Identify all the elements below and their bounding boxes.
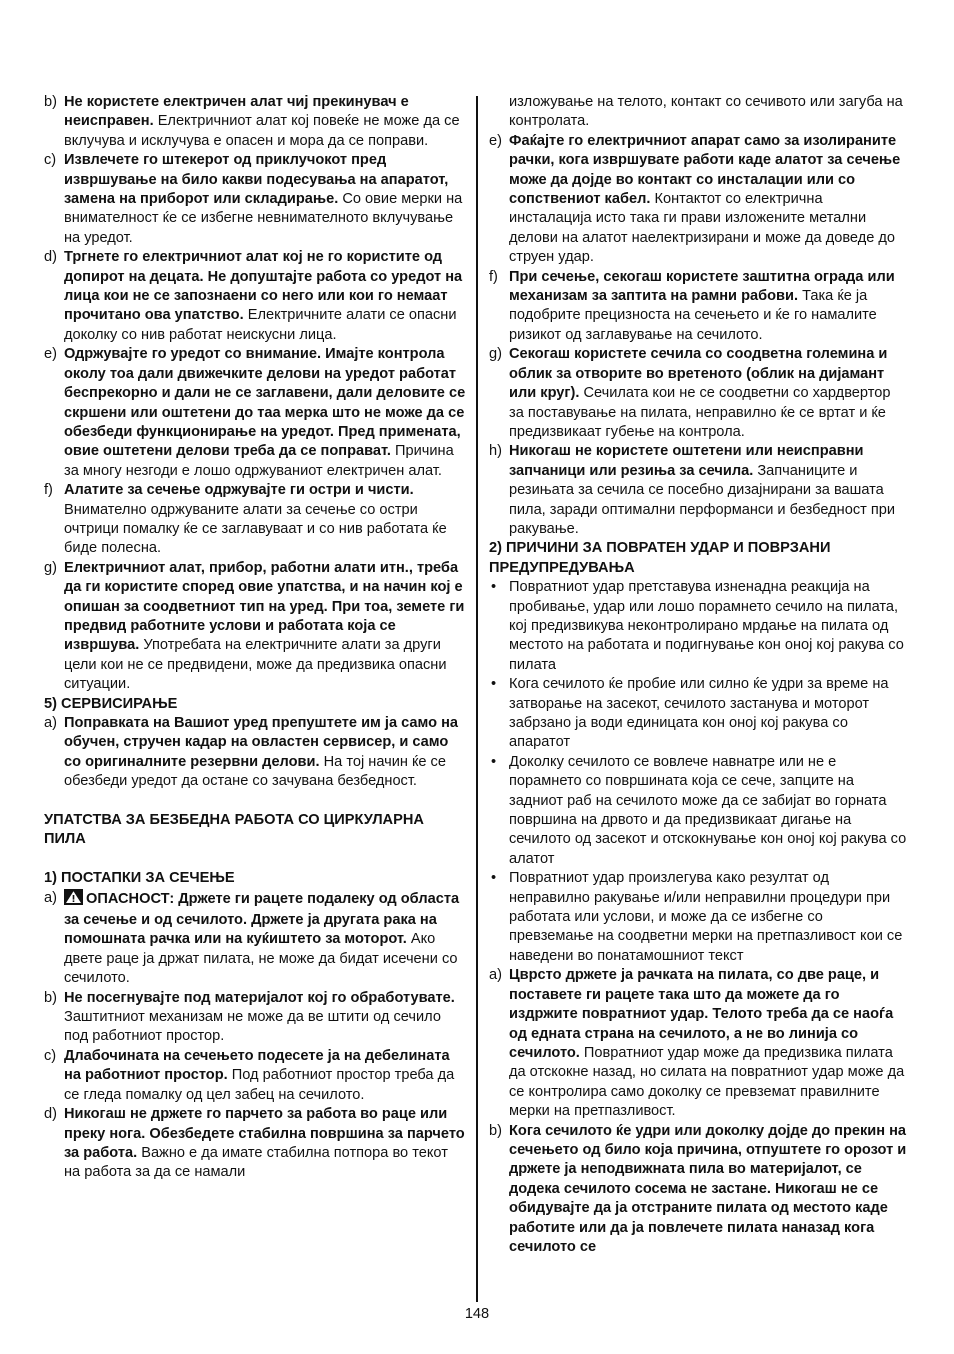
list-item-d: d) Тргнете го електричниот алат кој не го користите од допирот на децата. Не допуштајте работа со уредот на лица кои не се запознаени со него или кои го немаат прочитано ова упатство. Електричните алати се опасни доколку со нив работат неискусни лица.	[44, 249, 463, 343]
section-heading-kickback: 2) ПРИЧИНИ ЗА ПОВРАТЕН УДАР И ПОВРЗАНИ ПРЕДУПРЕДУВАЊА	[489, 540, 831, 576]
page-number: 148	[464, 1306, 490, 1322]
section-heading-cutting: 1) ПОСТАПКИ ЗА СЕЧЕЊЕ	[44, 870, 235, 887]
list-item-g: g) Електричниот алат, прибор, работни алати итн., треба да ги користите според овие упатства, и на начин кој е опишан за соодветниот тип на уред. При тоа, земете ги предвид работните услови и работата која се извршува. Употребата на електричните алати за други цели кои не се предвидени, може да предизвика опасни ситуации.	[44, 559, 465, 693]
section-heading-servicing: 5) СЕРВИСИРАЊЕ	[44, 695, 178, 712]
column-divider	[476, 96, 478, 1302]
continued-text: изложување на телото, контакт со сечивото или загуба на контролата.	[509, 94, 903, 130]
right-column	[489, 93, 909, 1257]
list-item-e: e) Одржувајте го уредот со внимание. Имајте контрола околу тоа дали движечките делови на уредот работат беспрекорно и дали не се заглавени, дали деловите се скршени или оштетени до таа мерка што не може да се обезбеди функционирање на уредот. Пред примената, овие оштетени делови треба да се поправат. Причина за многу незгоди е лошо одржуваниот електричен алат.	[44, 346, 466, 479]
list-item-b: b) Не користете електричен алат чиј прекинувач е неисправен. Електричниот алат кој повеќе не може да се вклучува и исклучува е опасен и мора да се поправи.	[44, 94, 460, 149]
list-item-c: c) Длабочината на сечењето подесете ја на дебелината на работниот простор. Под работниот простор треба да се гледа помалку од цел забец на сечилото.	[44, 1047, 455, 1103]
list-item-f: f) Алатите за сечење одржувајте ги остри и чисти. Внимателно одржуваните алати за сечење со остри очтрици помалку ќе се заглавуваат и со нив работата ќе биде полесна.	[44, 482, 447, 557]
bullet-item: • Повратниот удар произлегува како резултат од неправилно ракување и/или неправилни процедури при работата или услови, и може да се избегне со превземање на соодветни мерки на претпазливост кои се наведени во понатамошниот текст	[491, 870, 903, 964]
list-item-g: g) Секогаш користете сечила со соодветна големина и облик за отворите во вретеното (облик на дијамант или круг). Сечилата кои не се соодветни со хардвертор за поставување на пилата, неправилно ќе се вртат и ќе предизвикаат губење на контрола.	[489, 346, 891, 440]
list-item-e: e) Фаќајте го електричниот апарат само за изолираните рачки, кога извршувате работи каде алатот за сечење може да дојде во контакт со инсталации или со сопствениот кабел. Контактот со електрична инсталација исто така ги прави изложените метални делови на алатот наелектризирани и може да доведе до струен удар.	[489, 132, 901, 266]
left-column	[44, 93, 466, 1183]
list-item-f: f) При сечење, секогаш користете заштитна ограда или механизам за заптита на рамни рабови. Така ќе ја подобрите прецизноста на сечењето и ќе го намалите ризикот од заглавување на сечилото.	[489, 268, 895, 343]
list-item-b: b) Кога сечилото ќе удри или доколку дојде до прекин на сечењето од било која причина, отпуштете го орозот и држете ја неподвижната пила во материјалот, се додека сечилото сосема не застане. Никогаш не се обидувајте да ја отстраните пилата од местото каде работите или да ја повлечете пилата наназад кога сечилото се	[489, 1122, 907, 1255]
bullet-item: • Доколку сечилото се вовлече навнатре или не е порамнето со површината која се сече, запците на задниот раб на сечилото може да се забијат во горната површина на дрвото и да предизвикаат дигање на сечилото од засекот и отскокнување кон оној кој ракува со алатот	[491, 753, 907, 867]
list-item-c: c) Извлечете го штекерот од приклучокот пред извршување на било какви подесувања на апаратот, замена на приборот или складирање. Со овие мерки на внимателност ќе се избегне невнимателното вклучување на уредот.	[44, 152, 463, 246]
list-item-d: d) Никогаш не држете го парчето за работа во раце или преку нога. Обезбедете стабилна површина за парчето за работа. Важно е да имате стабилна потпора во текот на работа за да се намали	[44, 1106, 465, 1181]
list-item-h: h) Никогаш не користете оштетени или неисправни запчаници или резиња за сечила. Запчаниците и резињата за сечила се посебно дизајнирани за вашата пила, заради оптимални перформанси и безбедност при ракување.	[489, 443, 896, 537]
list-item-b: b) Не посегнувајте под материјалот кој го обработувате. Заштитниот механизам не може да ве штити од сечило под работниот простор.	[44, 989, 455, 1045]
chapter-heading: УПАТСТВА ЗА БЕЗБЕДНА РАБОТА СО ЦИРКУЛАРНА ПИЛА	[44, 812, 424, 848]
list-item-a: a) Цврсто држете ја рачката на пилата, со две раце, и поставете ги рацете така што да можете да го издржите повратниот удар. Телото треба да се наоѓа од едната страна на сечилото, а не во линија со сечилото. Повратниот удар може да предизвика пилата да отскокне назад, но силата на повратниот удар може да се контролира само доколку се превземат правилните мерки на претпазливост.	[489, 967, 905, 1120]
bullet-item: • Кога сечилото ќе пробие или силно ќе удри за време на затворање на засекот, сечилото застанува и моторот забрзано ја води единицата кон оној кој ракува со апаратот	[491, 676, 889, 751]
bullet-item: • Повратниот удар претставува изненадна реакција на пробивање, удар или лошо порамнето сечило на пилата, кој предизвикува неконтролирано мрдање на пилата од местото на работата и подигнување кон оној кој ракува со пилата	[491, 579, 904, 673]
warning-icon	[64, 889, 83, 911]
list-item-a: a) Поправката на Вашиот уред препуштете им ја само на обучен, стручен кадар на овластен сервисер, и само со оригиналните резервни делови. На тој начин ќе се обезбеди уредот да остане со зачувана безбедност.	[44, 715, 459, 790]
list-item-a-danger: a) ОПАСНОСТ: Држете ги рацете подалеку од областа за сечење и од сечилото. Држете ја другата рака на помошната рачка или на куќиштето за моторот. Ако двете раце ја држат пилата, не може да бидат исечени со сечилото.	[44, 889, 460, 987]
